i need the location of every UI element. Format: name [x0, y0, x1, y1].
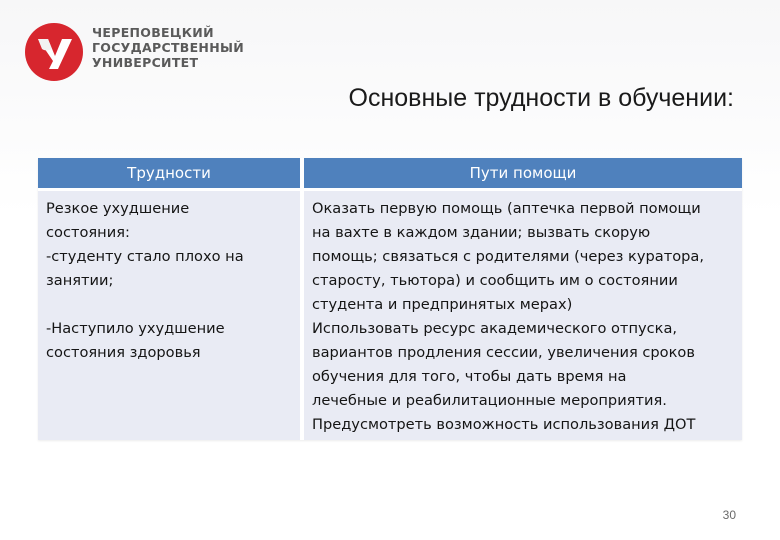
university-name-line-1: ЧЕРЕПОВЕЦКИЙ	[92, 25, 214, 40]
slide-title: Основные трудности в обучении:	[348, 84, 734, 112]
help-line: Оказать первую помощь (аптечка первой помощи	[312, 200, 701, 217]
difficulty-item: -Наступило ухудшение состояния здоровья	[46, 320, 225, 361]
help-line: помощь; связаться с родителями (через куратора,	[312, 248, 704, 265]
university-name	[92, 25, 244, 70]
university-name-line-2: ГОСУДАРСТВЕННЫЙ	[92, 40, 244, 55]
page-number: 30	[722, 508, 736, 522]
help-cell	[304, 191, 742, 440]
help-line: старосту, тьютора) и сообщить им о состоянии	[312, 272, 678, 289]
university-emblem-icon	[24, 22, 84, 82]
university-logo	[24, 22, 244, 82]
table-row	[38, 191, 742, 440]
difficulties-table	[38, 158, 742, 440]
help-line: вариантов продления сессии, увеличения сроков	[312, 344, 695, 361]
column-header-difficulties: Трудности	[38, 158, 304, 191]
help-line: лечебные и реабилитационные мероприятия.	[312, 392, 667, 409]
help-line: Использовать ресурс академического отпуска,	[312, 320, 678, 337]
difficulties-cell	[38, 191, 304, 440]
help-line: обучения для того, чтобы дать время на	[312, 368, 627, 385]
difficulty-item: Резкое ухудшение состояния: -студенту стало плохо на занятии;	[46, 200, 244, 289]
column-header-help: Пути помощи	[304, 158, 742, 191]
help-line: на вахте в каждом здании; вызвать скорую	[312, 224, 651, 241]
table-header-row	[38, 158, 742, 191]
university-name-line-3: УНИВЕРСИТЕТ	[92, 55, 199, 70]
help-line: студента и предпринятых мерах)	[312, 296, 573, 313]
help-line: Предусмотреть возможность использования ДОТ	[312, 416, 696, 433]
